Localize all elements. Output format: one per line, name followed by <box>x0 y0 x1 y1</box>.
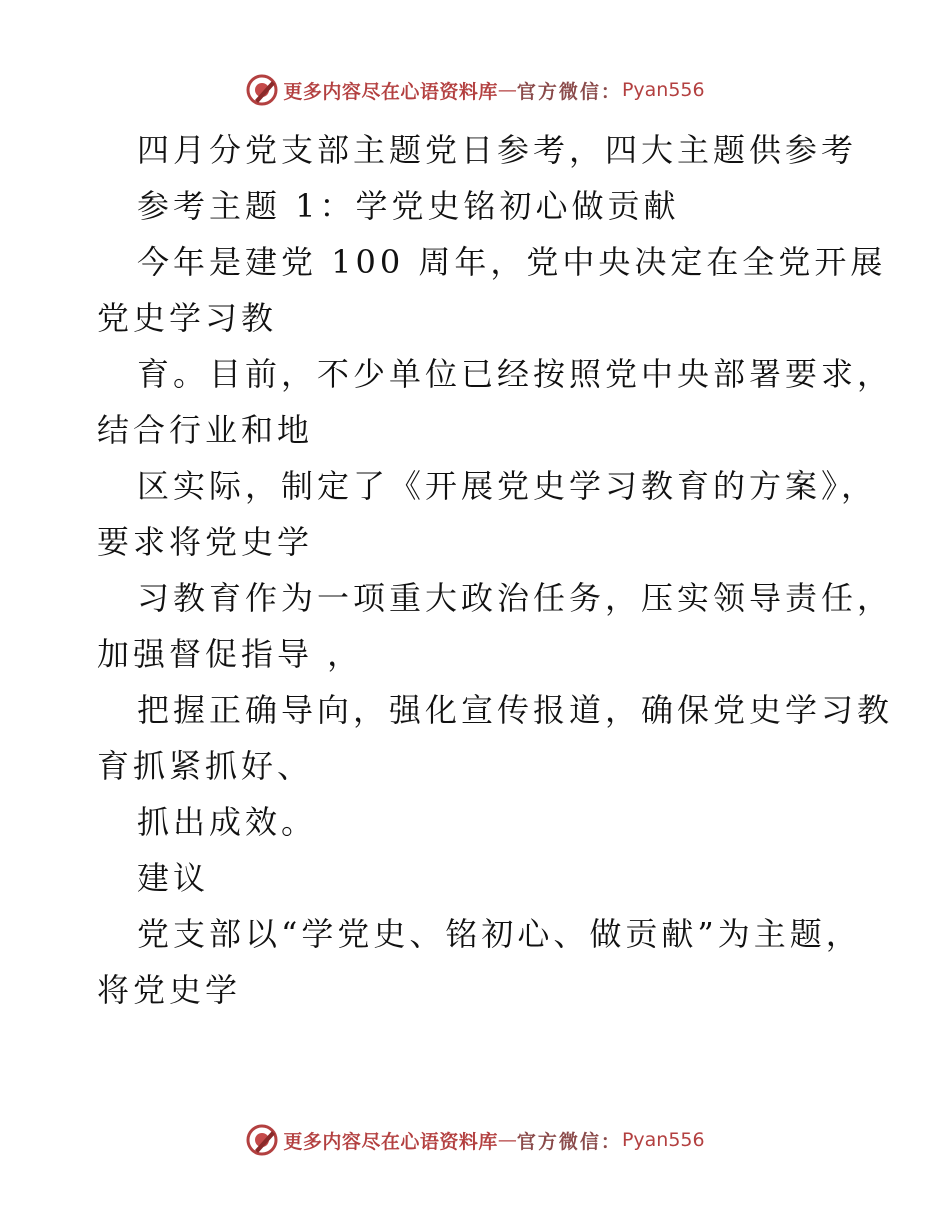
body-line-9: 习教育作为一项重大政治任务，压实领导责任， <box>137 579 894 617</box>
body-line-8: 要求将党史学 <box>97 523 314 561</box>
pen-logo-icon <box>245 73 279 107</box>
document-body <box>97 122 917 1018</box>
body-line-15: 党支部以“学党史、铭初心、做贡献”为主题， <box>137 915 862 953</box>
watermark-wechat-id: Pyan556 <box>621 1129 705 1151</box>
body-line-11: 把握正确导向，强化宣传报道，确保党史学习教 <box>137 691 894 729</box>
header-watermark <box>0 70 950 110</box>
watermark-dash: — <box>497 1129 517 1151</box>
body-line-12: 育抓紧抓好、 <box>97 747 314 785</box>
body-line-10: 加强督促指导 ， <box>97 635 364 673</box>
watermark-wechat-label: 官方微信： <box>516 1130 622 1153</box>
body-line-3: 今年是建党 100 周年，党中央决定在全党开展 <box>137 243 887 281</box>
watermark-dash: — <box>497 79 517 101</box>
watermark-main-text: 更多内容尽在心语资料库 <box>283 1130 498 1153</box>
body-line-13: 抓出成效。 <box>137 803 318 841</box>
watermark-wechat-id: Pyan556 <box>621 79 705 101</box>
footer-watermark <box>0 1120 950 1160</box>
body-line-5: 育。目前，不少单位已经按照党中央部署要求， <box>137 355 894 393</box>
watermark-main-text: 更多内容尽在心语资料库 <box>283 80 498 103</box>
body-line-6: 结合行业和地 <box>97 411 314 449</box>
body-line-16: 将党史学 <box>97 971 242 1009</box>
watermark-wechat-label: 官方微信： <box>516 80 622 103</box>
body-line-2: 参考主题 1：学党史铭初心做贡献 <box>137 187 680 225</box>
body-line-1: 四月分党支部主题党日参考，四大主题供参考 <box>137 131 858 169</box>
body-line-7: 区实际，制定了《开展党史学习教育的方案》， <box>137 467 878 505</box>
pen-logo-icon <box>245 1123 279 1157</box>
body-line-14: 建议 <box>137 859 210 897</box>
body-line-4: 党史学习教 <box>97 299 278 337</box>
